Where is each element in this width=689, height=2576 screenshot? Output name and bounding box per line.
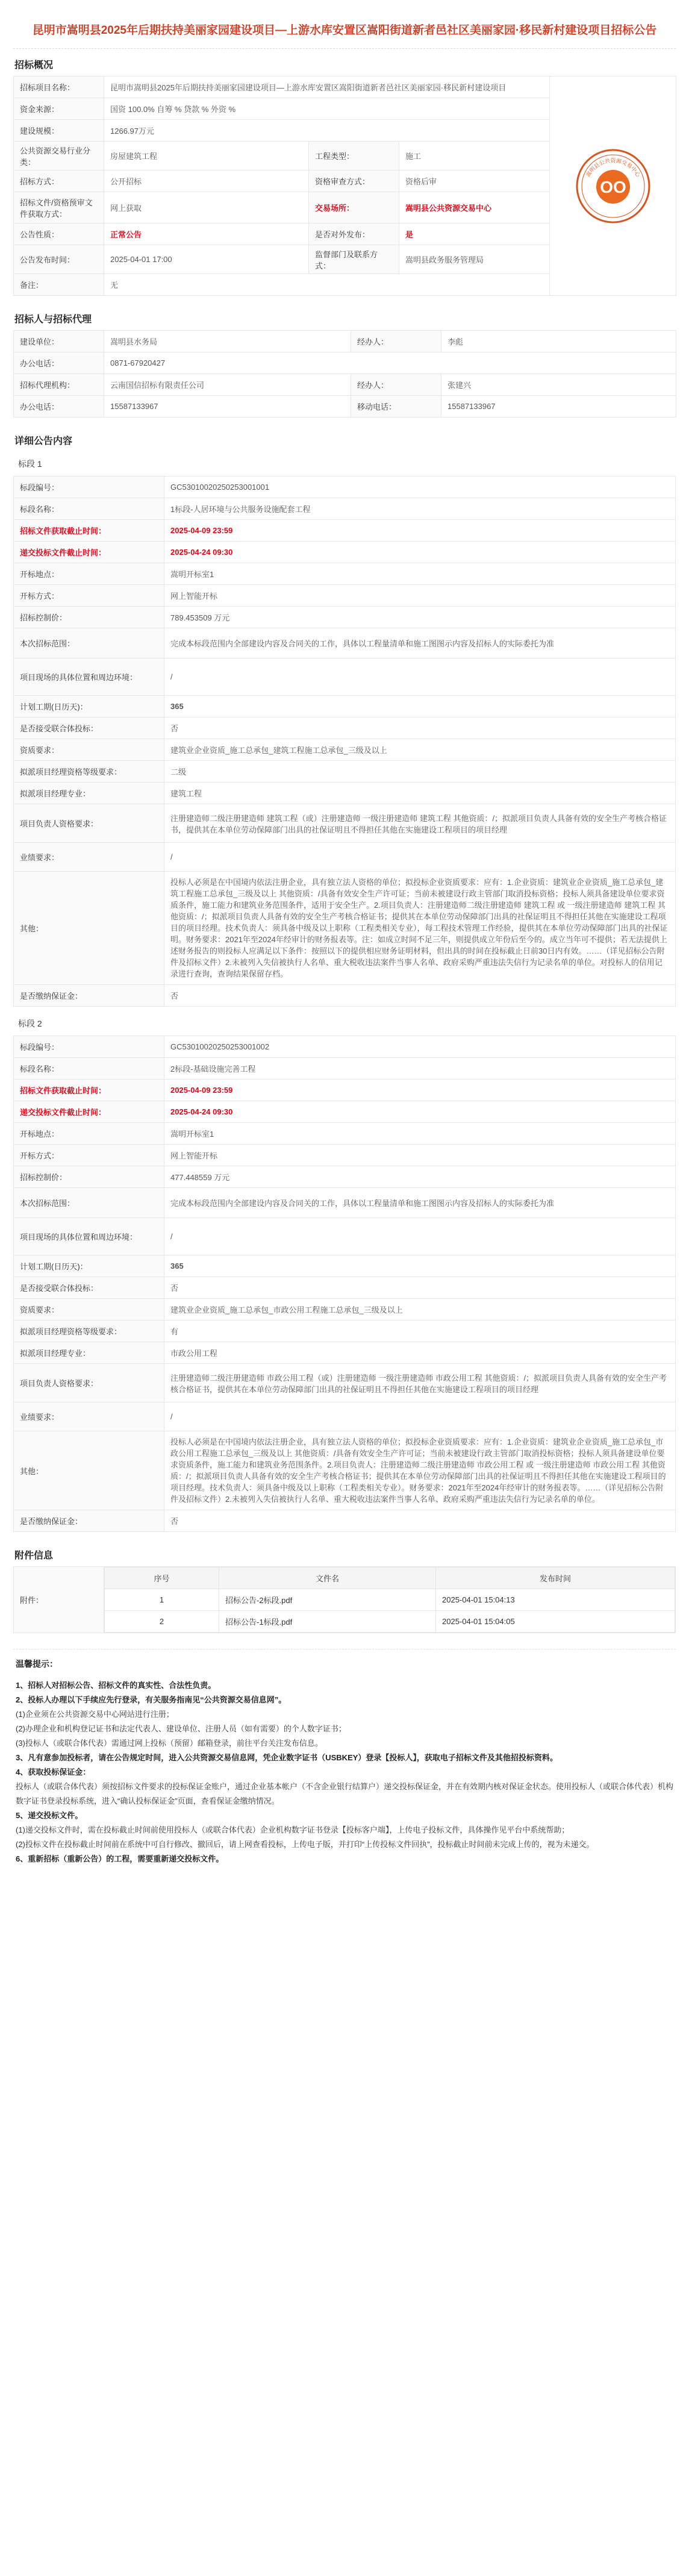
lot-label-code: 标段编号： — [14, 1036, 164, 1058]
lot-table — [13, 476, 676, 1007]
lot-value-submit-deadline: 2025-04-24 09:30 — [164, 542, 676, 563]
note-item: (3)投标人（或联合体代表）需通过网上投标（预留）邮箱登录，前往平台关注发布信息。 — [16, 1739, 323, 1748]
lot-value-doc-deadline: 2025-04-09 23:59 — [164, 1080, 676, 1101]
lot-value-scope: 完成本标段范围内全部建设内容及合同关的工作，具体以工程量清单和施工图图示内容及招标人的实际委托为准 — [164, 1188, 676, 1218]
lot-value-cert-level: 有 — [164, 1321, 676, 1342]
lot-label-code: 标段编号： — [14, 477, 164, 498]
lot-value-consortium: 否 — [164, 985, 676, 1007]
lot-value-code: GC53010020250253001001 — [164, 477, 676, 498]
lot-label-joint: 是否接受联合体投标： — [14, 717, 164, 739]
lot-value-scope: 完成本标段范围内全部建设内容及合同关的工作，具体以工程量清单和施工图图示内容及招标人的实际委托为准 — [164, 628, 676, 658]
lot-label-duration: 计划工期(日历天)： — [14, 696, 164, 717]
lot-value-cert-major: 市政公用工程 — [164, 1342, 676, 1364]
bid-method: 公开招标 — [104, 170, 309, 192]
fund-source: 国资 100.0% 自筹 % 贷款 % 外资 % — [104, 98, 550, 120]
note-item: 5、递交投标文件。 — [16, 1811, 83, 1820]
attachment-row: 2 招标公告-1标段.pdf 2025-04-01 15:04:05 — [105, 1611, 675, 1633]
lot-value-submit-method: 网上智能开标 — [164, 585, 676, 607]
note-item: 2、投标人办理以下手续应先行登录，有关服务指南见“公共资源交易信息网”。 — [16, 1695, 287, 1704]
project-type: 施工 — [399, 142, 550, 170]
lot-label-cert-level: 拟派项目经理资格等级要求： — [14, 1321, 164, 1342]
lot-value-code: GC53010020250253001002 — [164, 1036, 676, 1058]
note-item: 投标人（或联合体代表）须按招标文件要求的投标保证金账户，通过企业基本帐户（不含企业银行结算户）递交投标保证金，并在有效期内核对保证金状态。使用投标人（或联合体代表）机构数字证书登录投标系统，进入“确认投标保证金”页面，查看保证金缴纳情况。 — [16, 1782, 674, 1805]
lot-value-perf-req: / — [164, 843, 676, 872]
lot-label-open-place: 开标地点： — [14, 563, 164, 585]
lot-value-open-place: 嵩明开标室1 — [164, 1123, 676, 1145]
lot-label-name: 标段名称： — [14, 1058, 164, 1080]
notes-section — [13, 1649, 676, 1875]
lot-value-price: 477.448559 万元 — [164, 1166, 676, 1188]
scale: 1266.97万元 — [104, 120, 550, 142]
lot-label-submit-method: 开标方式： — [14, 585, 164, 607]
overview-heading: 招标概况 — [14, 60, 54, 70]
lot-value-cert-req: 注册建造师二级注册建造师 市政公用工程（或）注册建造师 一级注册建造师 市政公用工程 其他资质：/；拟派项目负责人具备有效的安全生产考核合格证书，提供其在本单位劳动保障部门出具的社保证明且不得担任其他在实施建设工程项目的项目经理 — [164, 1364, 676, 1402]
agent-contact: 张建兴 — [441, 374, 676, 396]
attachment-link[interactable]: 招标公告-2标段.pdf — [219, 1589, 436, 1611]
owner: 嵩明县水务局 — [104, 331, 351, 352]
lot-heading: 标段 1 — [18, 459, 42, 469]
lot-value-submit-deadline: 2025-04-24 09:30 — [164, 1101, 676, 1123]
note-item: (1)企业须在公共资源交易中心网站进行注册； — [16, 1710, 174, 1719]
lot-value-name: 2标段-基础设施完善工程 — [164, 1058, 676, 1080]
notice-type: 正常公告 — [104, 224, 309, 245]
lot-value-price: 789.453509 万元 — [164, 607, 676, 628]
details-heading: 详细公告内容 — [14, 436, 73, 446]
lot-label-consortium: 是否缴纳保证金： — [14, 985, 164, 1007]
note-item: 3、凡有意参加投标者，请在公告规定时间，进入公共资源交易信息网，凭企业数字证书（USBKEY）登录【投标人】，获取电子招标文件及其他招投标资料。 — [16, 1753, 558, 1762]
lot-value-scope-extra: / — [164, 658, 676, 696]
lot-label-scope: 本次招标范围： — [14, 628, 164, 658]
notes-list — [16, 1678, 673, 1866]
seal-cell — [550, 77, 676, 296]
lot-label-name: 标段名称： — [14, 498, 164, 520]
lot-label-duration: 计划工期(日历天)： — [14, 1255, 164, 1277]
lot-label-other: 其他： — [14, 872, 164, 985]
page-title: 昆明市嵩明县2025年后期扶持美丽家园建设项目—上游水库安置区嵩阳街道新者邑社区美丽家园·移民新村建设项目招标公告 — [13, 0, 676, 49]
owner-phone: 0871-67920427 — [104, 352, 676, 374]
lot-label-scope: 本次招标范围： — [14, 1188, 164, 1218]
doc-method: 网上获取 — [104, 192, 309, 224]
lot-value-qual-type: 建筑业企业资质_施工总承包_建筑工程施工总承包_三级及以上 — [164, 739, 676, 761]
lot-label-submit-method: 开标方式： — [14, 1145, 164, 1166]
agent-mobile: 15587133967 — [441, 396, 676, 417]
remark: 无 — [104, 274, 550, 296]
lot-label-perf-req: 业绩要求： — [14, 843, 164, 872]
lot-label-scope-extra: 项目现场的具体位置和周边环境： — [14, 658, 164, 696]
note-item: (1)递交投标文件时，需在投标截止时间前使用投标人（或联合体代表）企业机构数字证书登录【投标客户端】，上传电子投标文件，具体操作见平台中系统帮助； — [16, 1825, 570, 1834]
note-item: (2)办理企业和机构登记证书和法定代表人、建设单位、注册人员（如有需要）的个人数字证书； — [16, 1724, 346, 1733]
lot-value-consortium: 否 — [164, 1510, 676, 1532]
attachment-list: 序号 文件名 发布时间 1 招标公告-2标段.pdf 2025-04-01 15:04:13 2 招标公告-1标段.pdf 2025-04-01 15:04:05 — [104, 1567, 675, 1633]
lot-label-submit-deadline: 递交投标文件截止时间： — [14, 542, 164, 563]
lot-value-other: 投标人必须是在中国境内依法注册企业，具有独立法人资格的单位；拟投标企业资质要求：应有：1.企业资质：建筑业企业资质_施工总承包_建筑工程施工总承包_三级及以上 其他资质：/具备有效安全生产许可证；当前未被建设行政主管部门取消投标资格；投标人须具备建设单位要求资质条件，施工能力和建筑业务范围条件，适用于安全生产。2.项目负责人：注册建造师二级注册建造师 建筑工程 或 一级注册建造师 建筑工程 其他资质：/；拟派项目负责人具备有效的安全生产考核合格证书；提供其在本单位劳动保障部门出具的社保证明且不得担任其他在实施建设工程项目的项目经理。技术负责人：须具备中级及以上职称（工程类相关专业），每工程技术管理工作经验，提供其在本单位劳动保障部门出具的社保证明。财务要求：2021年至2024年经审计的财务报表等。注：如成立时间不足三年，则提供成立年份后至今的。成立当年可不提供；若无法提供上述财务报告的则投标人应满足以下条件：按照以下的提供相应财务证明材料，但出具的时间在投标截止日前30日内有效。……（详见招标公告附件及招标文件）2.未被列入失信被执行人名单、重大税收违法案件当事人名单、政府采购严重违法失信行为记录名单的单位。对投标人的信用记录进行查询，查询结果保留存档。 — [164, 872, 676, 985]
lot-label-price: 招标控制价： — [14, 1166, 164, 1188]
seal-logo-icon — [574, 147, 652, 225]
lot-label-doc-deadline: 招标文件获取截止时间： — [14, 520, 164, 542]
lot-label-price: 招标控制价： — [14, 607, 164, 628]
svg-text:OO: OO — [599, 177, 626, 196]
supervisor: 嵩明县政务服务管理局 — [399, 245, 550, 274]
publish-time: 2025-04-01 17:00 — [104, 245, 309, 274]
note-item: (2)投标文件在投标截止时间前在系统中可自行修改、撤回后，请上网查看投标，上传电子版，并打印“上传投标文件回执”，投标截止时间前未完成上传的，视为未递交。 — [16, 1840, 594, 1849]
lot-label-open-place: 开标地点： — [14, 1123, 164, 1145]
lot-label-qual-type: 资质要求： — [14, 1299, 164, 1321]
owner-contact: 李彪 — [441, 331, 676, 352]
lot-value-cert-level: 二级 — [164, 761, 676, 783]
overview-table: 招标项目名称： 昆明市嵩明县2025年后期扶持美丽家园建设项目—上游水库安置区嵩阳街道新者邑社区美丽家园·移民新村建设项目 OO 嵩明县公共资源交易中心 资金来源： 国资 100.0% 自筹 % 贷款 % 外资 % 建设规模： 1266.97万元 公共资源交易行业分类： 房屋建筑工程 工程类型： 施工 招标方式： 公开招标 资格审查方式： 资格后审 招标文件/资格预审文件获取方式： 网上获取 交易场所： 嵩明县公共资源交易中心 公告性质： 正常公告 是否对外发布： 是 公告发布时间： 2025-04-01 17:00 监督部门及联系方式： 嵩明县政务服务管理局 备注： 无 — [13, 76, 676, 296]
lot-value-qual-type: 建筑业企业资质_施工总承包_市政公用工程施工总承包_三级及以上 — [164, 1299, 676, 1321]
lot-value-submit-method: 网上智能开标 — [164, 1145, 676, 1166]
lot-value-cert-major: 建筑工程 — [164, 783, 676, 804]
project-name: 昆明市嵩明县2025年后期扶持美丽家园建设项目—上游水库安置区嵩阳街道新者邑社区美丽家园·移民新村建设项目 — [104, 77, 550, 98]
lot-value-duration: 365 — [164, 696, 676, 717]
lots-container — [13, 458, 676, 1532]
note-item: 6、重新招标（重新公告）的工程，需要重新递交投标文件。 — [16, 1854, 224, 1863]
lot-table — [13, 1036, 676, 1532]
attachments-heading: 附件信息 — [14, 1551, 54, 1561]
lot-label-cert-req: 项目负责人资格要求： — [14, 804, 164, 843]
qual-review: 资格后审 — [399, 170, 550, 192]
lot-value-doc-deadline: 2025-04-09 23:59 — [164, 520, 676, 542]
lot-value-duration: 365 — [164, 1255, 676, 1277]
lot-label-scope-extra: 项目现场的具体位置和周边环境： — [14, 1218, 164, 1255]
lot-label-qual-type: 资质要求： — [14, 739, 164, 761]
parties-table: 建设单位： 嵩明县水务局 经办人： 李彪 办公电话： 0871-67920427 招标代理机构： 云南国信招标有限责任公司 经办人： 张建兴 办公电话： 15587133967 移动电话： 15587133967 — [13, 330, 676, 417]
lot-label-doc-deadline: 招标文件获取截止时间： — [14, 1080, 164, 1101]
lot-heading: 标段 2 — [18, 1019, 42, 1028]
lot-label-other: 其他： — [14, 1431, 164, 1510]
attachment-row: 1 招标公告-2标段.pdf 2025-04-01 15:04:13 — [105, 1589, 675, 1611]
lot-label-cert-major: 拟派项目经理专业： — [14, 783, 164, 804]
agent-phone: 15587133967 — [104, 396, 351, 417]
attachments-table: 附件： 序号 文件名 发布时间 1 招标公告-2标段.pdf 2025-04-01 15:04:13 2 招标公告-1标段.pdf 2025-04-01 15:04:05 — [13, 1566, 676, 1633]
agent: 云南国信招标有限责任公司 — [104, 374, 351, 396]
lot-value-name: 1标段-人居环境与公共服务设施配套工程 — [164, 498, 676, 520]
notes-heading: 温馨提示： — [16, 1659, 58, 1669]
parties-heading: 招标人与招标代理 — [14, 314, 92, 325]
lot-label-consortium: 是否缴纳保证金： — [14, 1510, 164, 1532]
lot-label-joint: 是否接受联合体投标： — [14, 1277, 164, 1299]
lot-label-cert-major: 拟派项目经理专业： — [14, 1342, 164, 1364]
lot-value-joint: 否 — [164, 717, 676, 739]
lot-label-submit-deadline: 递交投标文件截止时间： — [14, 1101, 164, 1123]
is-public: 是 — [399, 224, 550, 245]
attachment-link[interactable]: 招标公告-1标段.pdf — [219, 1611, 436, 1633]
note-item: 1、招标人对招标公告、招标文件的真实性、合法性负责。 — [16, 1681, 216, 1690]
lot-value-cert-req: 注册建造师二级注册建造师 建筑工程（或）注册建造师 一级注册建造师 建筑工程 其他资质：/；拟派项目负责人具备有效的安全生产考核合格证书，提供其在本单位劳动保障部门出具的社保证明且不得担任其他在实施建设工程项目的项目经理 — [164, 804, 676, 843]
svg-text:嵩明县公共资源交易中心: 嵩明县公共资源交易中心 — [585, 157, 641, 178]
note-item: 4、获取投标保证金： — [16, 1768, 91, 1777]
category: 房屋建筑工程 — [104, 142, 309, 170]
lot-value-joint: 否 — [164, 1277, 676, 1299]
lot-value-scope-extra: / — [164, 1218, 676, 1255]
lot-label-perf-req: 业绩要求： — [14, 1402, 164, 1431]
lot-value-other: 投标人必须是在中国境内依法注册企业，具有独立法人资格的单位；拟投标企业资质要求：应有：1.企业资质：建筑业企业资质_施工总承包_市政公用工程施工总承包_三级及以上 其他资质：/具备有效安全生产许可证；当前未被建设行政主管部门取消投标资格；投标人须具备建设单位要求资质条件，施工能力和建筑业务范围条件。2.项目负责人：注册建造师二级注册建造师 市政公用工程 或 一级注册建造师 市政公用工程 其他资质：/；拟派项目负责人具备有效的安全生产考核合格证书；提供其在本单位劳动保障部门出具的社保证明且不得担任其他在实施建设工程项目的项目经理。技术负责人：须具备中级及以上职称（工程类相关专业）。财务要求：2021年至2024年经审计的财务报表等。……（详见招标公告附件及招标文件）2.未被列入失信被执行人名单、重大税收违法案件当事人名单、政府采购严重违法失信行为记录名单的单位。 — [164, 1431, 676, 1510]
lot-label-cert-req: 项目负责人资格要求： — [14, 1364, 164, 1402]
lot-value-open-place: 嵩明开标室1 — [164, 563, 676, 585]
venue: 嵩明县公共资源交易中心 — [399, 192, 550, 224]
lot-value-perf-req: / — [164, 1402, 676, 1431]
lot-label-cert-level: 拟派项目经理资格等级要求： — [14, 761, 164, 783]
